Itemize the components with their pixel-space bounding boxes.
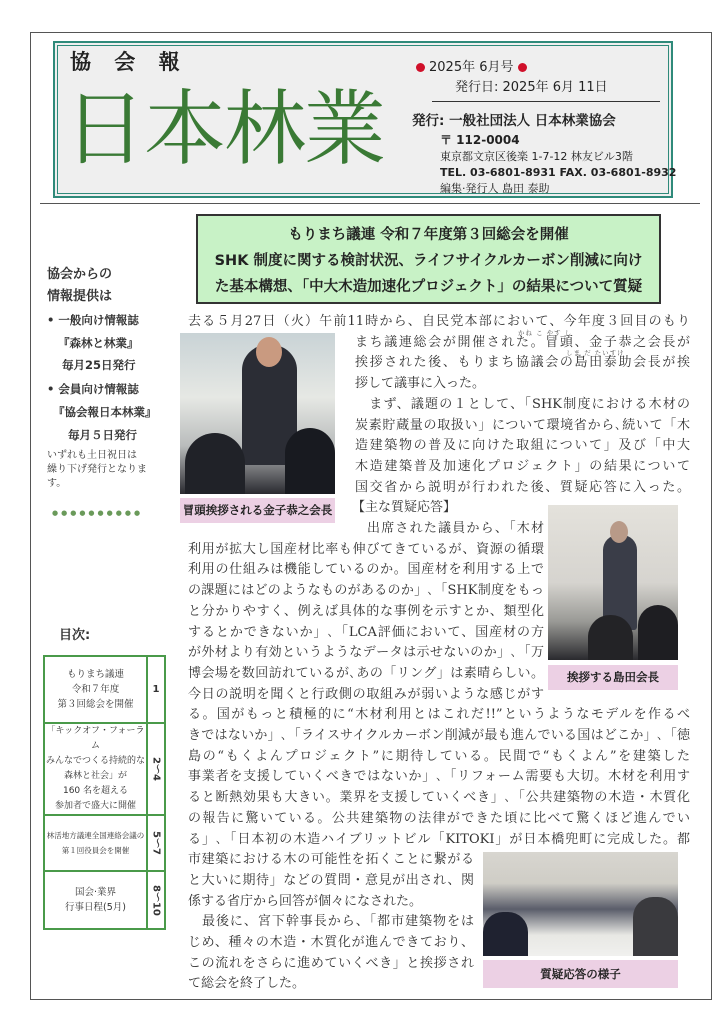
article-line: するとかできないか」､「LCA評価において、国産材の方	[188, 624, 544, 640]
article-line: 利用が拡大し国産材比率も伸びてきているが、資源の循環	[188, 541, 544, 557]
newsletter-title: 日本林業	[64, 82, 385, 177]
toc-entry[interactable]: 「キックオフ・フォーラム みんなでつくる持続的な 森林と社会」が 160 名を超える 参加者で盛大に開催	[44, 723, 147, 815]
sidebar-item-label: 一般向け情報誌	[58, 313, 139, 327]
ruby-annotation: しま だ たいすけ	[566, 349, 625, 358]
schedule: 毎月５日発行	[68, 428, 137, 442]
toc-row[interactable]	[44, 723, 165, 815]
article-line: この流れをさらに進めていくべき」と挨拶され	[188, 955, 474, 971]
sidebar-item	[47, 382, 139, 397]
toc-row[interactable]	[44, 656, 165, 723]
article-line: 博会場を数回訪れているが､あの「リング」は素晴らしい。	[188, 665, 544, 681]
toc-page: 2〜4	[147, 723, 165, 815]
postal-code: 〒 112-0004	[440, 133, 520, 147]
article-line: の報告に驚いている。公共建築物の法律ができた頃に比べて驚くほど進んでい	[188, 810, 690, 826]
schedule: 毎月25日発行	[62, 358, 136, 372]
article-line: きではないか」､「ライスサイクルカーボン削減が最も進んでいる国はどこか」､「徳	[188, 728, 690, 743]
toc-title: 目次:	[59, 628, 91, 643]
photo-caption: 挨拶する島田会長	[548, 665, 678, 690]
article-line: の課題にはどのようなものがあるのか」､「SHK制度をもっ	[188, 583, 544, 599]
article-line: 事業者を支援していくべきではないか」､「リフォーム需要も大切。木材を利用す	[188, 769, 690, 785]
headline-line: SHK 制度に関する検討状況、ライフサイクルカーボン削減に向け	[214, 253, 643, 269]
toc-entry[interactable]: 林活地方議連全国連絡会議の 第１回役員会を開催	[44, 815, 147, 871]
article-line: 木造建築普及加速化プロジェクト」の結果について	[355, 458, 690, 474]
editor: 編集·発行人 島田 泰助	[440, 182, 550, 195]
toc-page: 8〜10	[147, 871, 165, 929]
photo-kaneko	[180, 333, 335, 494]
article-line: る」､「日本初の木造ハイブリットビル「KITOKI」が日本橋兜町に完成した。都	[188, 831, 690, 847]
article-line: まち議連総会が開催された。冒頭、金子恭之会長が	[355, 334, 690, 350]
sidebar-note: いずれも土日祝日は 繰り下げ発行となりま す。	[47, 450, 147, 489]
red-dot-icon	[416, 63, 425, 72]
headline-box	[196, 214, 661, 304]
issue: 2025年 6月号	[429, 60, 514, 75]
article-line: 最後に、宮下幹事長から、「都市建築物をは	[188, 914, 474, 930]
sidebar-item	[47, 313, 139, 328]
masthead-kaiho: 協 会 報	[70, 50, 188, 74]
photo-caption: 冒頭挨拶される金子恭之会長	[180, 498, 335, 523]
bullet-icon: •	[47, 313, 55, 327]
toc-entry[interactable]: もりまち議連 令和７年度 第３回総会を開催	[44, 656, 147, 723]
article-line: 係する省庁から回答が個々になされた。	[188, 893, 423, 909]
toc-page: 1	[147, 656, 165, 723]
issue-date: 発行日: 2025年 6月 11日	[455, 80, 608, 95]
article-line: と分かりやすく、例えば具体的な事例を示すとか、類型化	[188, 603, 544, 619]
article-line: 島の“もくよんプロジェクト”に期待している。民間で“もくよん”を建築した	[188, 748, 690, 764]
article-line: 市建築における木の可能性を拓くことに繋がる	[188, 852, 474, 868]
sidebar-heading: 情報提供は	[47, 289, 113, 304]
article-line: 出席された議員から、「木材	[367, 521, 544, 536]
magazine-name: 『協会報日本林業』	[53, 405, 157, 419]
toc-entry[interactable]: 国会·業界 行事日程(5月)	[44, 871, 147, 929]
publisher: 発行: 一般社団法人 日本林業協会	[412, 113, 616, 129]
toc-row[interactable]	[44, 871, 165, 929]
toc-page: 5〜7	[147, 815, 165, 871]
photo-caption: 質疑応答の様子	[483, 960, 678, 988]
table-of-contents	[43, 655, 166, 930]
photo-qa-session	[483, 852, 678, 956]
sidebar-item-label: 会員向け情報誌	[58, 382, 139, 396]
section-heading: 【主な質疑応答】	[352, 500, 457, 516]
address: 東京都文京区後楽 1-7-12 林友ビル3階	[440, 150, 633, 163]
article-line: ると断熱効果も大きい。業界を支援していくべき」､「公共建築物の木造・木質化	[188, 790, 690, 806]
phone-fax: TEL. 03-6801-8931 FAX. 03-6801-8932	[440, 166, 677, 179]
photo-shimada	[548, 505, 678, 660]
article-line: じめ、種々の木造・木質化が進んできており、	[188, 935, 474, 950]
article-line: 国交省から説明が行われた後、質疑応答に入った。	[355, 479, 690, 495]
bullet-icon: •	[47, 382, 55, 396]
article-line: る。国がもっと積極的に“木材利用とはこれだ!!”というようなモデルを作るべ	[188, 707, 690, 723]
article-line: 挨拶された後、もりまち協議会の島田泰助会長が挨	[355, 355, 690, 371]
headline-line: もりまち議連 令和７年度第３回総会を開催	[288, 227, 569, 243]
article-line: て総会を終了した。	[188, 976, 306, 992]
article-line: と大いに期待」などの質問・意見が出され、関	[188, 872, 474, 888]
issue-line	[412, 60, 531, 75]
magazine-name: 『森林と林業』	[58, 336, 139, 350]
article-line: 利用の仕組みは機能しているのか。国産材を利用する上で	[188, 562, 544, 578]
red-dot-icon	[518, 63, 527, 72]
article-line: が外材より有効というようなデータは示せないのか」､「万	[188, 645, 544, 661]
article-line: 炭素貯蔵量の取扱い」について環境省から､続いて「木	[355, 417, 690, 433]
header-rule	[40, 203, 700, 204]
headline-line: た基本構想、「中大木造加速化プロジェクト」の結果について質疑	[214, 279, 643, 295]
ruby-annotation: かね こ やす し	[518, 328, 573, 337]
toc-row[interactable]	[44, 815, 165, 871]
divider	[432, 101, 660, 102]
dot-divider: ●●●●●●●●●●	[52, 509, 144, 517]
article-line: 拶して議事に入った。	[355, 376, 486, 392]
article-line: 去る５月27日（火）午前11時から、自民党本部において、今年度３回目のもり	[188, 314, 690, 329]
sidebar-heading: 協会からの	[47, 267, 113, 282]
article-line: まず、議題の１として、「SHK制度における木材の	[355, 396, 690, 412]
article-line: 今日の説明を聞くと行政側の取組みが弱いような感じがす	[188, 686, 544, 702]
article-line: 造建築物の普及に向けた取組について」及び「中大	[355, 438, 690, 454]
